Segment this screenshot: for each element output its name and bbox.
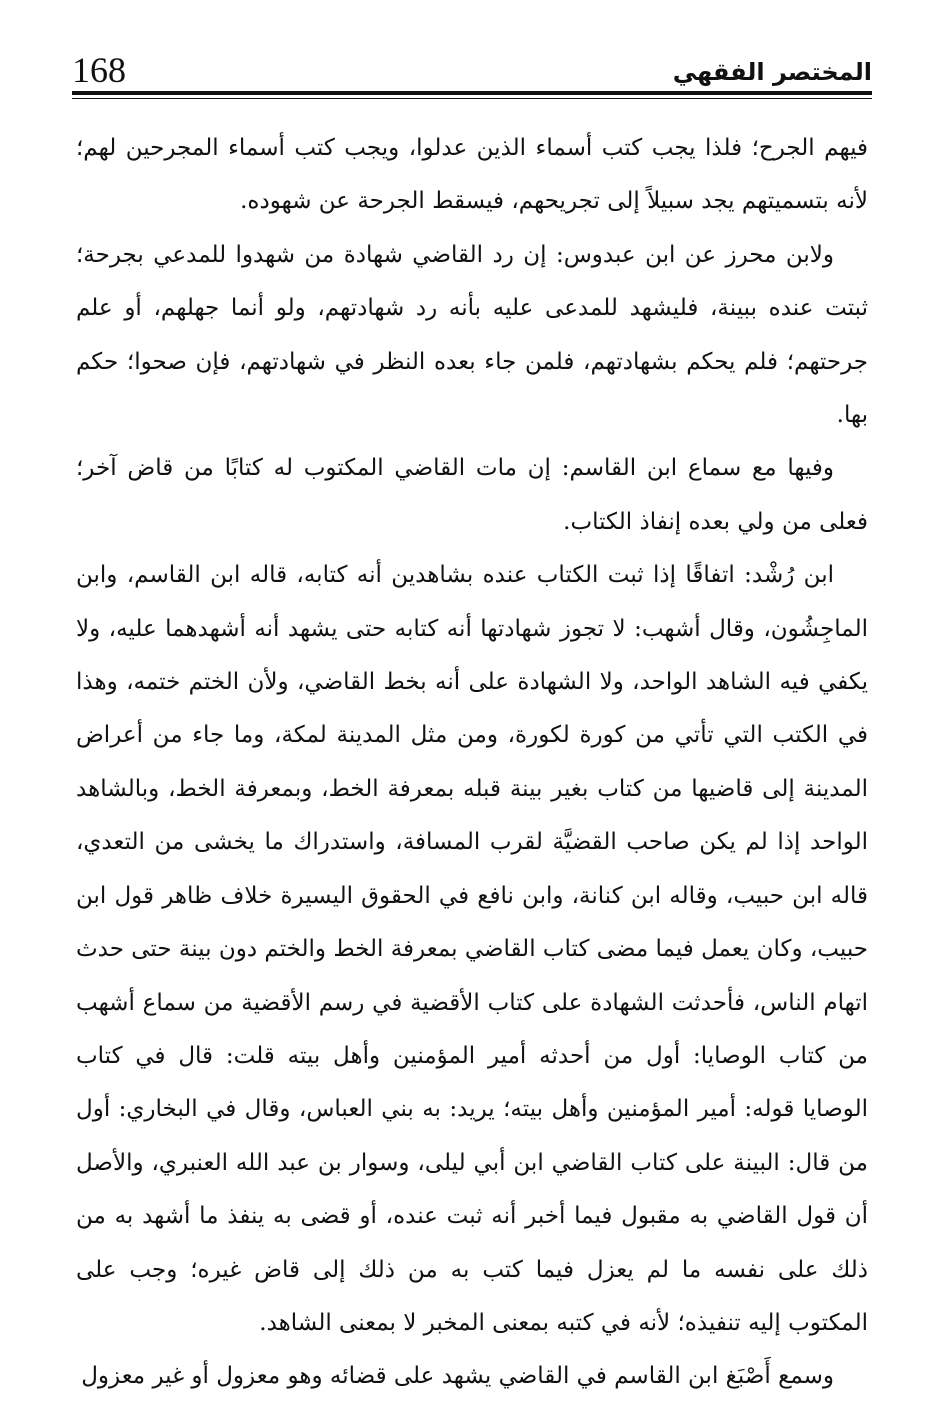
paragraph-1: فيهم الجرح؛ فلذا يجب كتب أسماء الذين عدلوا، ويجب كتب أسماء المجرحين لهم؛ لأنه بتسميتهم يجد سبيلاً إلى تجريحهم، فيسقط الجرحة عن شهوده. (76, 135, 868, 215)
paragraph-5: وسمع أَصْبَغ ابن القاسم في القاضي يشهد على قضائه وهو معزول أو غير معزول (81, 1363, 834, 1390)
header-rule-thin (72, 98, 872, 99)
paragraph-3: وفيها مع سماع ابن القاسم: إن مات القاضي المكتوب له كتابًا من قاض آخر؛ فعلى من ولي بعده إنفاذ الكتاب. (76, 455, 868, 535)
page-header (72, 40, 872, 88)
paragraph-4: ابن رُشْد: اتفاقًا إذا ثبت الكتاب عنده بشاهدين أنه كتابه، قاله ابن القاسم، وابن الماجِشُون، وقال أشهب: لا تجوز شهادتها أنه كتابه حتى يشهد أنه أشهدهما عليه، ولا يكفي فيه الشاهد الواحد، ولا الشهادة على أنه بخط القاضي، ولأن الختم ختمه، وهذا في الكتب التي تأتي من كورة لكورة، ومن مثل المدينة لمكة، وما جاء من أعراض المدينة إلى قاضيها من كتاب بغير بينة قبله بمعرفة الخط، وبمعرفة الخط، وبالشاهد الواحد إذا لم يكن صاحب القضيَّة لقرب المسافة، واستدراك ما يخشى من التعدي، قاله ابن حبيب، وقاله ابن كنانة، وابن نافع في الحقوق اليسيرة خلاف ظاهر قول ابن حبيب، وكان يعمل فيما مضى كتاب القاضي بمعرفة الخط والختم دون بينة حتى حدث اتهام الناس، فأحدثت الشهادة على كتاب الأقضية في رسم الأقضية من سماع أشهب من كتاب الوصايا: أول من أحدثه أمير المؤمنين وأهل بيته قلت: قال في كتاب الوصايا قوله: أمير المؤمنين وأهل بيته؛ يريد: به بني العباس، وقال في البخاري: أول من قال: البينة على كتاب القاضي ابن أبي ليلى، وسوار بن عبد الله العنبري، والأصل أن قول القاضي به مقبول فيما أخبر أنه ثبت عنده، أو قضى به ينفذ ما أشهد به من ذلك على نفسه ما لم يعزل فيما كتب به من ذلك إلى قاض غيره؛ وجب على المكتوب إليه تنفيذه؛ لأنه في كتبه بمعنى المخبر لا بمعنى الشاهد. (76, 562, 868, 1336)
header-rule-thick (72, 91, 872, 95)
body-text (76, 122, 868, 1404)
paragraph-2: ولابن محرز عن ابن عبدوس: إن رد القاضي شهادة من شهدوا للمدعي بجرحة؛ ثبتت عنده ببينة، فليشهد للمدعى عليه بأنه رد شهادتهم، ولو أنما جهلهم، أو علم جرحتهم؛ فلم يحكم بشهادتهم، فلمن جاء بعده النظر في شهادتهم، فإن صحوا؛ حكم بها. (76, 241, 868, 429)
running-title: المختصر الفقهي (672, 58, 872, 86)
page-number: 168 (72, 50, 126, 90)
